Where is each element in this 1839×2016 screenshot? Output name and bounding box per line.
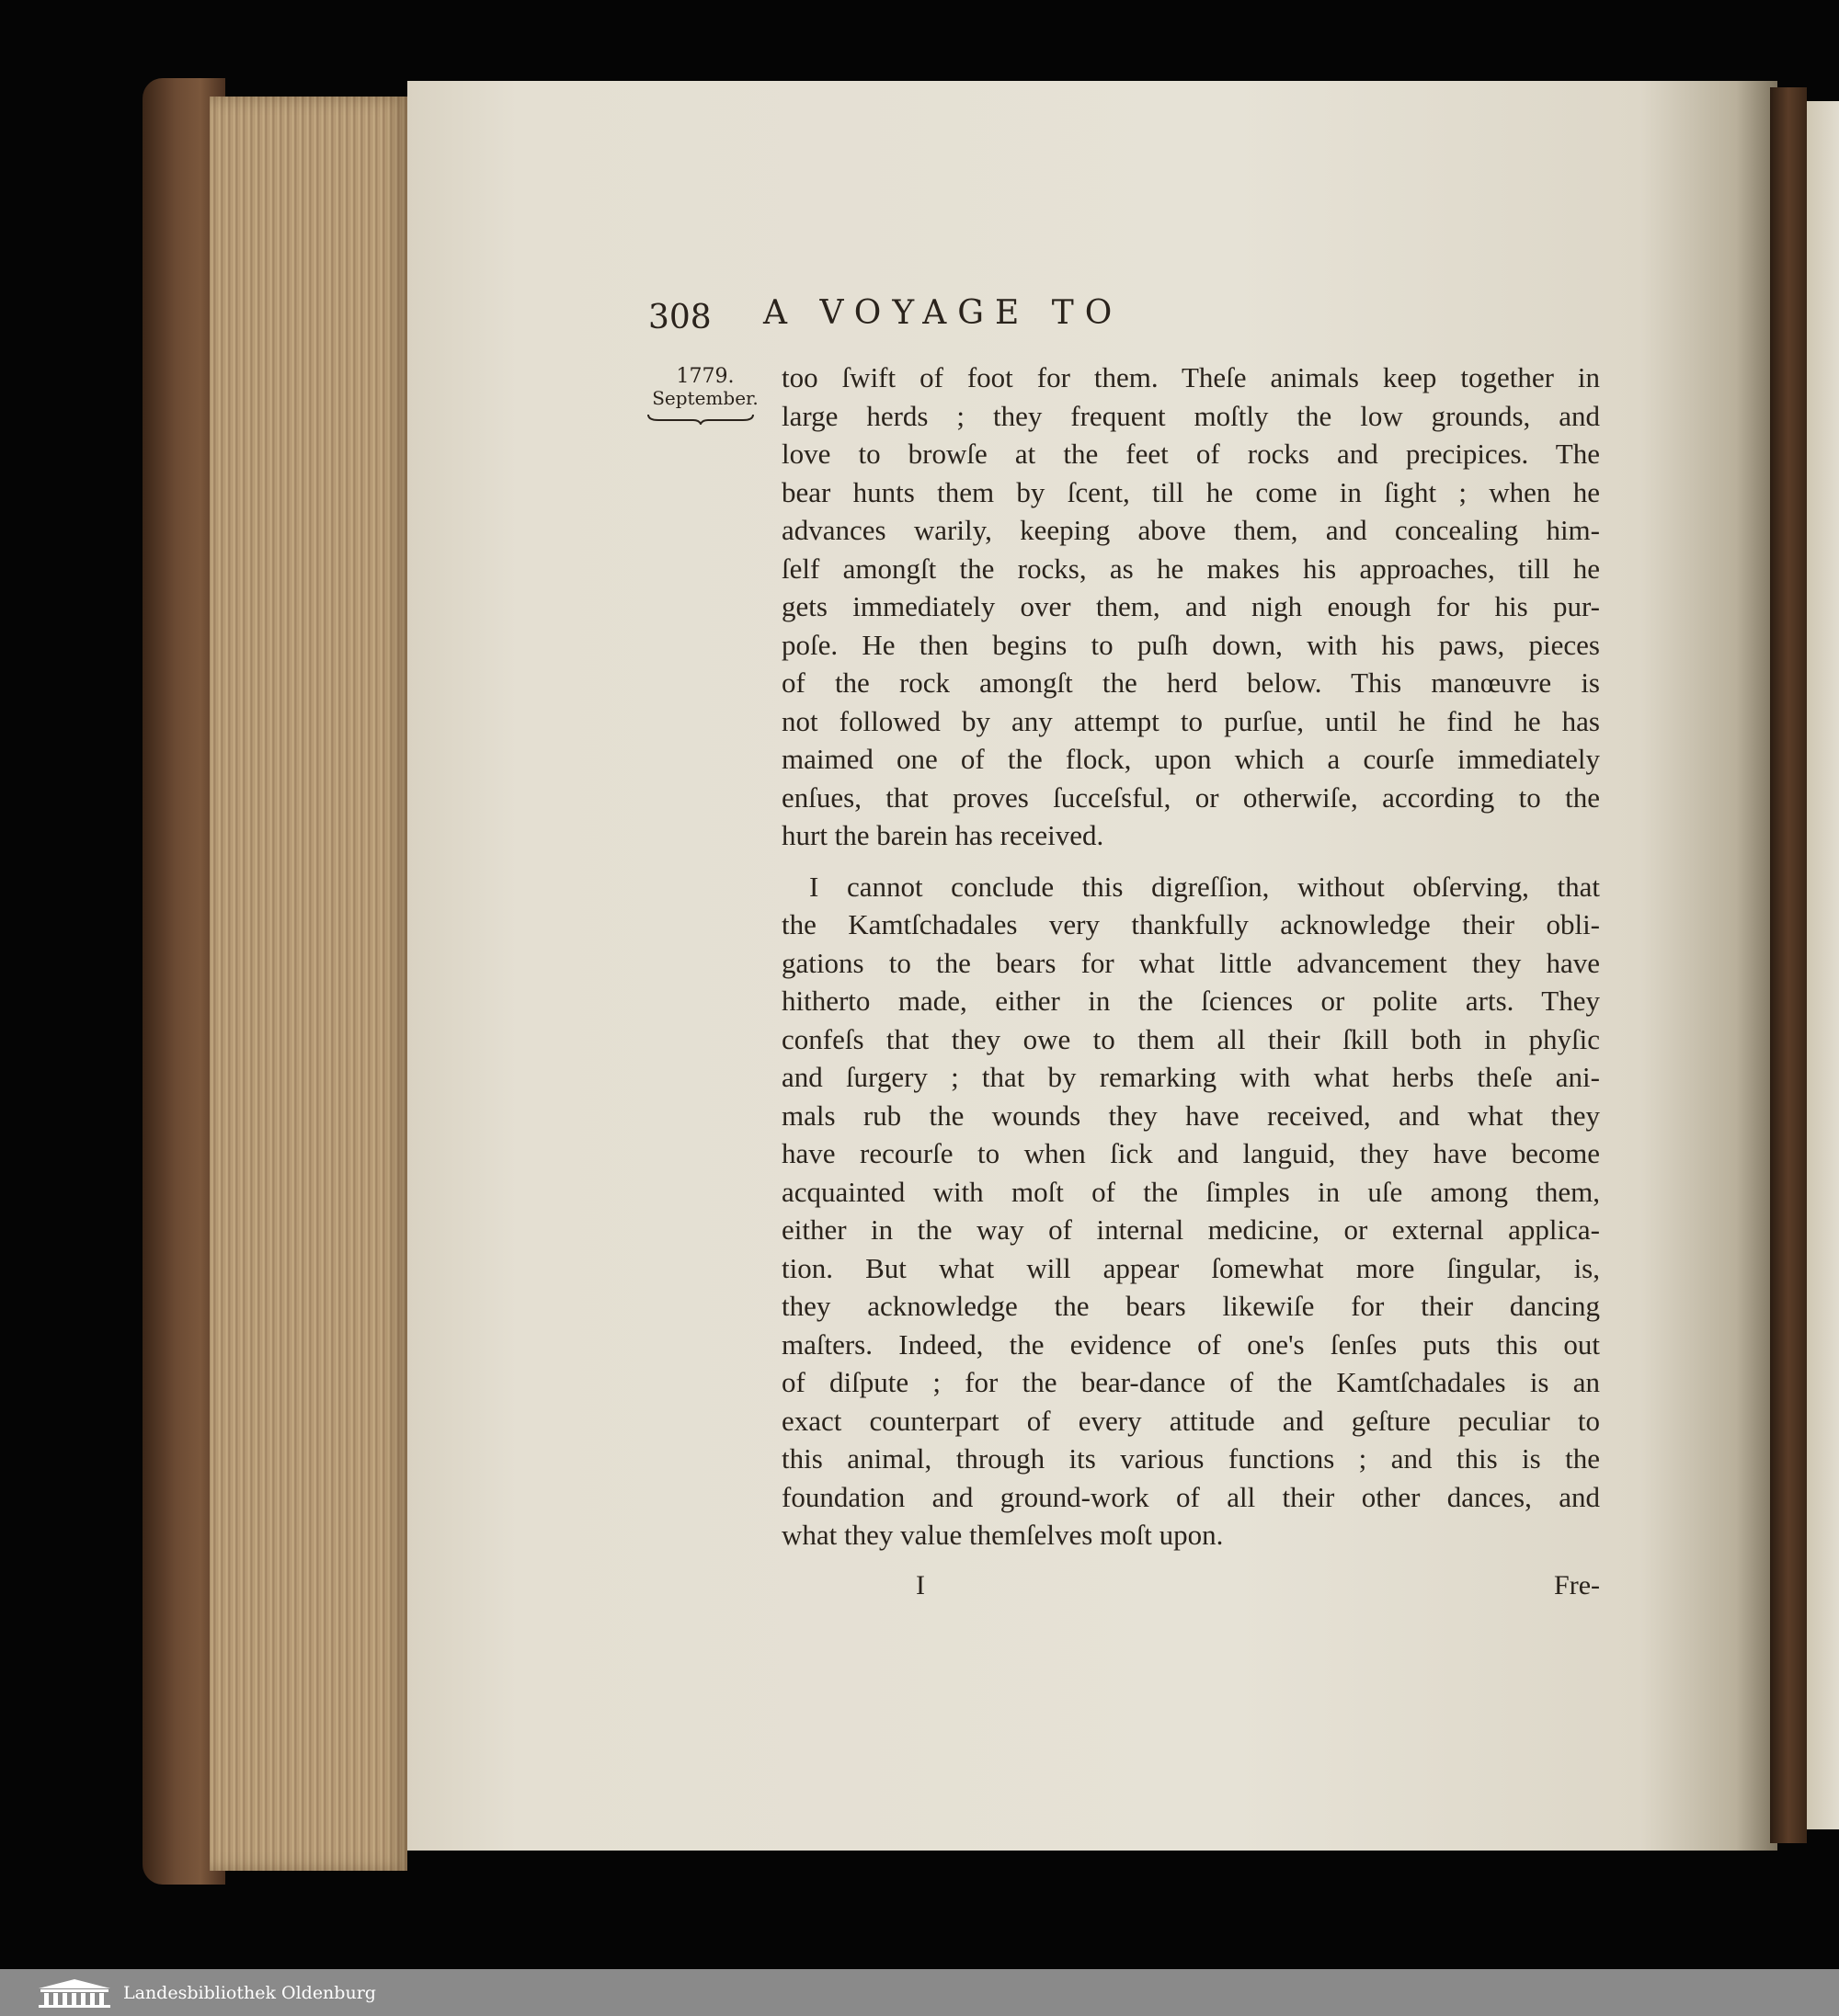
text-line: maſters. Indeed, the evidence of one's ſenſes puts this out	[782, 1327, 1600, 1361]
text-line: ſelf amongſt the rocks, as he makes his approaches, till he	[782, 552, 1600, 585]
text-line: of diſpute ; for the bear-dance of the Kamtſchadales is an	[782, 1366, 1600, 1398]
text-line: and ſurgery ; that by remarking with what herbs theſe ani-	[782, 1061, 1600, 1093]
text-line: maimed one of the flock, upon which a courſe immediately	[782, 743, 1600, 775]
paragraph	[782, 868, 1600, 1555]
text-line: love to browſe at the feet of rocks and precipices. The	[782, 438, 1600, 470]
text-line: they acknowledge the bears likewiſe for their dancing	[782, 1290, 1600, 1322]
page-block-edges	[210, 97, 407, 1871]
text-line: bear hunts them by ſcent, till he come in ſight ; when he	[782, 475, 1600, 508]
brace-icon	[645, 412, 756, 425]
margin-note	[645, 366, 765, 425]
book-gutter	[1770, 87, 1807, 1843]
text-line: poſe. He then begins to puſh down, with his paws, pieces	[782, 628, 1600, 661]
margin-note-year: 1779.	[676, 365, 735, 388]
page-number: 308	[648, 299, 712, 336]
signature-mark: I	[916, 1570, 925, 1600]
text-line: have recourſe to when ſick and languid, they have become	[782, 1137, 1600, 1169]
text-line: foundation and ground-work of all their other dances, and	[782, 1480, 1600, 1513]
facing-page-edge	[1807, 101, 1839, 1829]
text-line: large herds ; they frequent moſtly the low grounds, and	[782, 399, 1600, 432]
text-line: tion. But what will appear ſomewhat more ſingular, is,	[782, 1251, 1600, 1284]
library-name: Landesbibliothek Oldenburg	[123, 1982, 376, 2003]
text-line: of the rock amongſt the herd below. This manœuvre is	[782, 666, 1600, 699]
text-line: hurt the barein has received.	[782, 819, 1104, 851]
text-line: this animal, through its various functions ; and this is the	[782, 1442, 1600, 1475]
text-line: either in the way of internal medicine, or external applica-	[782, 1213, 1600, 1246]
text-line: confeſs that they owe to them all their ſkill both in phyſic	[782, 1022, 1600, 1055]
page-footer-marks	[782, 1570, 1600, 1607]
library-building-icon	[37, 1977, 112, 2009]
text-line: acquainted with moſt of the ſimples in uſe among them,	[782, 1175, 1600, 1208]
text-line: too ſwift of foot for them. Theſe animals keep together in	[782, 361, 1600, 393]
text-line: exact counterpart of every attitude and geſture peculiar to	[782, 1404, 1600, 1437]
text-line: gations to the bears for what little advancement they have	[782, 946, 1600, 979]
paragraph	[782, 359, 1600, 855]
text-line: mals rub the wounds they have received, and what they	[782, 1099, 1600, 1132]
text-line: advances warily, keeping above them, and concealing him-	[782, 514, 1600, 546]
library-footer-bar	[0, 1969, 1839, 2016]
text-line: enſues, that proves ſucceſsful, or otherwiſe, according to the	[782, 780, 1600, 814]
catchword: Fre-	[1554, 1570, 1600, 1600]
margin-note-month: September.	[652, 387, 759, 409]
paragraph-spacer	[782, 855, 1600, 868]
text-line: I cannot conclude this digreſſion, without obſerving, that	[809, 870, 1600, 903]
text-line: gets immediately over them, and nigh enough for his pur-	[782, 590, 1600, 622]
body-text	[782, 359, 1600, 1555]
text-line: what they value themſelves moſt upon.	[782, 1519, 1224, 1551]
text-line: not followed by any attempt to purſue, until he find he has	[782, 704, 1600, 737]
text-line: the Kamtſchadales very thankfully acknowledge their obli-	[782, 908, 1600, 940]
text-line: hitherto made, either in the ſciences or polite arts. They	[782, 985, 1600, 1017]
running-title: A VOYAGE TO	[763, 294, 1124, 332]
